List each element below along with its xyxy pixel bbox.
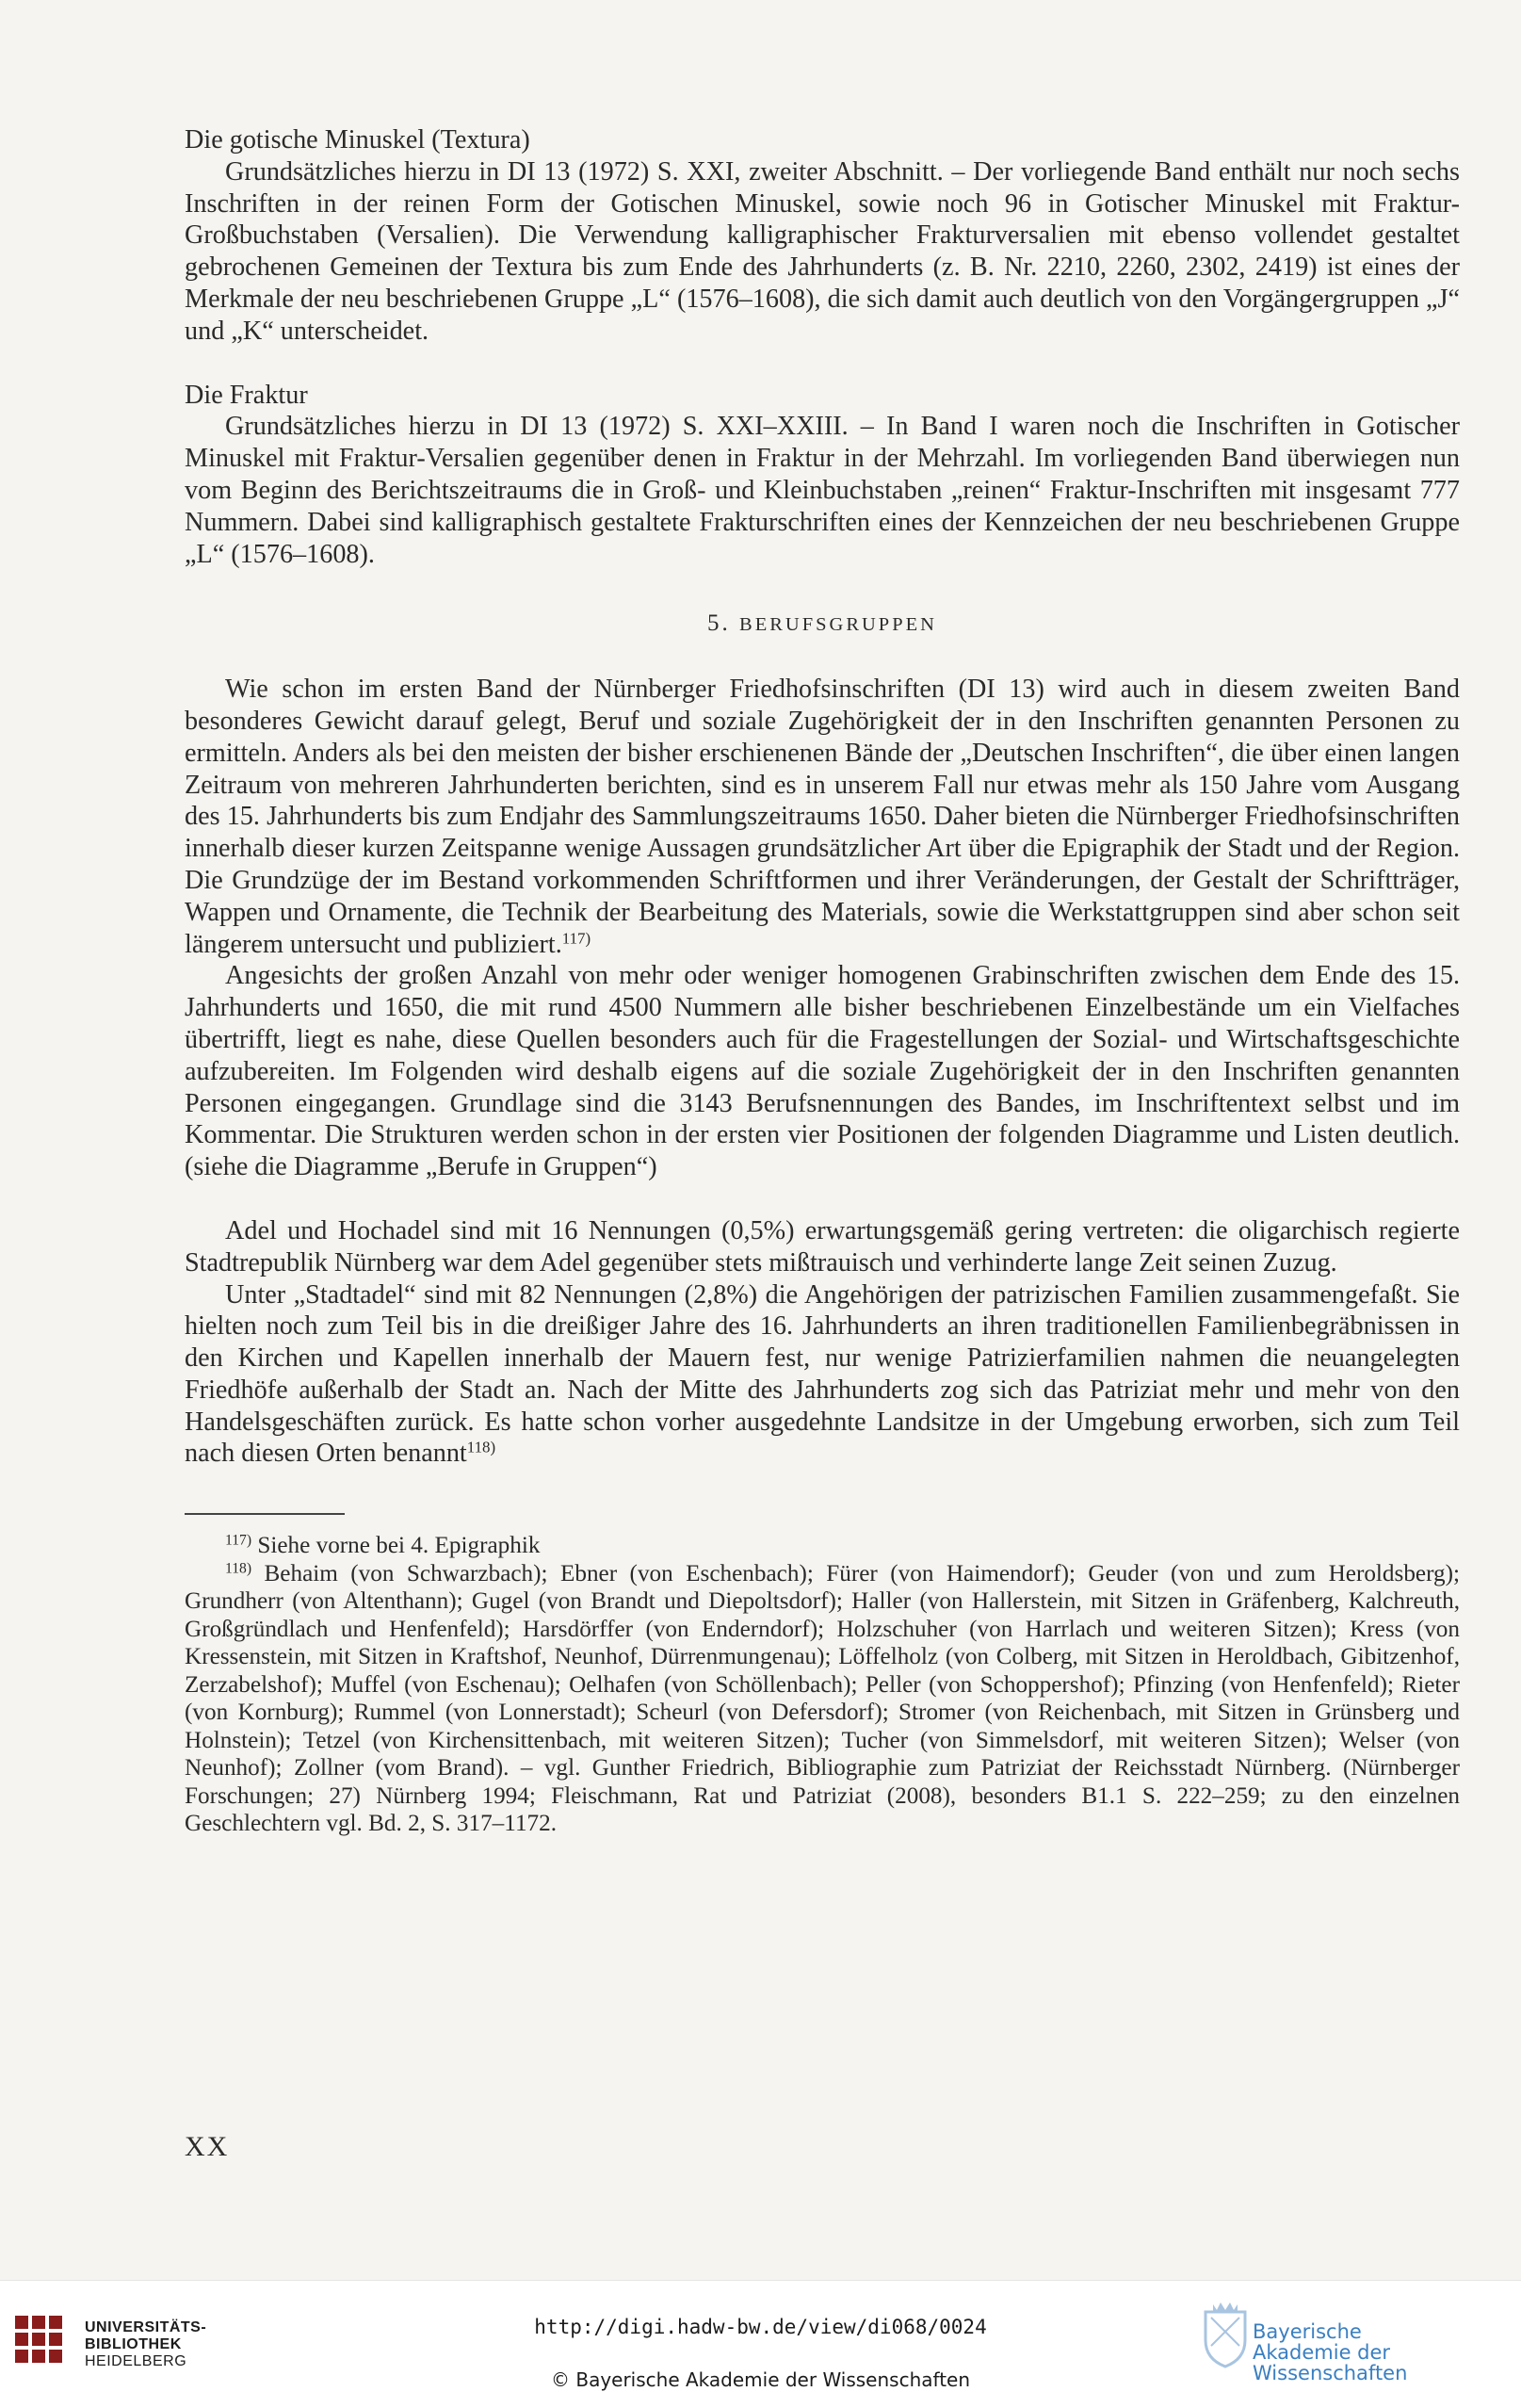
academy-name[interactable]: Bayerische Akademie der Wissenschaften	[1253, 2320, 1408, 2384]
paragraph-berufsgruppen-3: Adel und Hochadel sind mit 16 Nennungen (0,5%) erwartungsgemäß gering vertreten: die oligarchisch regierte Stadtrepublik Nürnberg war dem Adel gegenüber stets mißtrauisch und verhinderte lange Zeit seinen Zuzug.	[185, 1215, 1460, 1277]
footnote-divider	[185, 1513, 345, 1515]
footnote-ref-118[interactable]: 118)	[466, 1439, 496, 1457]
paragraph-berufsgruppen-2: Angesichts der großen Anzahl von mehr oder weniger homogenen Grabinschriften zwischen dem Ende des 15. Jahrhunderts und 1650, die mit rund 4500 Nummern alle bisher beschriebenen Einzelbestände um ein Vielfaches übertrifft, liegt es nahe, diese Quellen besonders auch für die Fragestellungen der Sozial- und Wirtschaftsgeschichte aufzubereiten. Im Folgenden wird deshalb eigens auf die soziale Zugehörigkeit der in den Inschriften genannten Personen eingegangen. Grundlage sind die 3143 Berufsnennungen des Bandes, im Inschriftentext selbst und im Kommentar. Die Strukturen werden schon in der ersten vier Positionen der folgenden Diagramme und Listen deutlich. (siehe die Diagramme „Berufe in Gruppen“)	[185, 961, 1460, 1182]
section-number: 5.	[707, 610, 731, 637]
paragraph-berufsgruppen-1: Wie schon im ersten Band der Nürnberger Friedhofsinschriften (DI 13) wird auch in diesem zweiten Band besonderes Gewicht darauf gelegt, Beruf und soziale Zugehörigkeit der in den Inschriften genannten Personen zu ermitteln. Anders als bei den meisten der bisher erschienenen Bände der „Deutschen Inschriften“, die über einen langen Zeitraum von mehreren Jahrhunderten berichten, sind es in unserem Fall nur etwas mehr als 150 Jahre vom Ausgang des 15. Jahrhunderts bis zum Endjahr des Sammlungszeitraums 1650. Daher bieten die Nürnberger Friedhofsinschriften innerhalb dieser kurzen Zeitspanne wenige Aussagen grundsätzlicher Art über die Epigraphik der Stadt und der Region. Die Grundzüge der im Bestand vorkommenden Schriftformen und ihrer Veränderungen, der Gestalt der Schriftträger, Wappen und Ornamente, die Technik der Bearbeitung des Materials, sowie die Werkstattgruppen sind aber schon seit längerem untersucht und publiziert.$^{117)}$	[185, 675, 1460, 959]
copyright-notice: © Bayerische Akademie der Wissenschaften	[550, 2368, 971, 2391]
paragraph-berufsgruppen-4: Unter „Stadtadel“ sind mit 82 Nennungen (2,8%) die Angehörigen der patrizischen Familien zusammengefaßt. Sie hielten noch zum Teil bis in die dreißiger Jahre des 16. Jahrhunderts an ihren traditionellen Familienbegräbnissen in den Kirchen und Kapellen innerhalb der Mauern fest, nur wenige Patrizierfamilien nahmen die neuangelegten Friedhöfe außerhalb der Stadt an. Nach der Mitte des Jahrhunderts zog sich das Patriziat mehr und mehr von den Handelsgeschäften zurück. Es hatte schon vorher ausgedehnte Landsitze in der Umgebung erworben, sich zum Teil nach diesen Orten benannt$^{118)}$	[185, 1279, 1460, 1469]
page-number: XX	[185, 2131, 230, 2162]
footnote-117: $^{117)}$ Siehe vorne bei 4. Epigraphik	[225, 1532, 541, 1559]
permalink-url[interactable]: http://digi.hadw-bw.de/view/di068/0024	[534, 2316, 987, 2338]
heading-fraktur: Die Fraktur	[185, 380, 308, 410]
paragraph-textura: Grundsätzliches hierzu in DI 13 (1972) S. XXI, zweiter Abschnitt. – Der vorliegende Band enthält nur noch sechs Inschriften in der reinen Form der Gotischen Minuskel, sowie noch 96 in Gotischer Minuskel mit Fraktur-Großbuchstaben (Versalien). Die Verwendung kalligraphischer Frakturversalien mit ebenso vollendet gestaltet gebrochenen Gemeinen der Textura bis zum Ende des Jahrhunderts (z. B. Nr. 2210, 2260, 2302, 2419) ist eines der Merkmale der neu beschriebenen Gruppe „L“ (1576–1608), die sich damit auch deutlich von den Vorgängergruppen „J“ und „K“ unterscheidet.	[185, 156, 1460, 346]
footnote-ref-117[interactable]: 117)	[561, 929, 591, 948]
heading-textura: Die gotische Minuskel (Textura)	[185, 125, 530, 155]
main-text	[185, 124, 1460, 1838]
section-heading	[185, 608, 1460, 642]
footnote-118: $^{118)}$ Behaim (von Schwarzbach); Ebner (von Eschenbach); Fürer (von Haimendorf); Geuder (von und zum Heroldsberg); Grundherr (von Altenthann); Gugel (von Brandt und Diepoltsdorf); Haller (von Hallerstein, mit Sitzen in Gräfenberg, Kalchreuth, Großgründlach und Henfenfeld); Harsdörffer (von Enderndorf); Holzschuher (von Harrlach und weiteren Sitzen); Kress (von Kressenstein, mit Sitzen in Kraftshof, Neunhof, Dürrenmungenau); Löffelholz (von Colberg, mit Sitzen in Heroldbach, Gibitzenhof, Zerzabelshof); Muffel (von Eschenau); Oelhafen (von Schöllenbach); Peller (von Schoppershof); Pfinzing (von Henfenfeld); Rieter (von Kornburg); Rummel (von Lonnerstadt); Scheurl (von Defersdorf); Stromer (von Reichenbach, mit Sitzen in Grünsberg und Holnstein); Tetzel (von Kirchensittenbach, mit weiteren Sitzen); Tucher (von Simmelsdorf, mit weiteren Sitzen); Welser (von Neunhof); Zollner (vom Brand). – vgl. Gunther Friedrich, Bibliographie zum Patriziat der Reichsstadt Nürnberg. (Nürnberger Forschungen; 27) Nürnberg 1994; Fleischmann, Rat und Patriziat (2008), besonders B1.1 S. 222–259; zu den einzelnen Geschlechtern vgl. Bd. 2, S. 317–1172.	[185, 1560, 1461, 1837]
section-title: BERUFSGRUPPEN	[739, 614, 937, 636]
university-library-name[interactable]: UNIVERSITÄTS- BIBLIOTHEK HEIDELBERG	[85, 2319, 207, 2369]
footnotes	[185, 1532, 1460, 1838]
academy-crest-icon[interactable]	[1198, 2299, 1253, 2370]
paragraph-fraktur: Grundsätzliches hierzu in DI 13 (1972) S. XXI–XXIII. – In Band I waren noch die Inschriften in Gotischer Minuskel mit Fraktur-Versalien gegenüber denen in Fraktur in der Mehrzahl. Im vorliegenden Band überwiegen nun vom Beginn des Berichtszeitraums die in Groß- und Kleinbuchstaben „reinen“ Fraktur-Inschriften mit insgesamt 777 Nummern. Dabei sind kalligraphisch gestaltete Frakturschriften eines der Kennzeichen der neu beschriebenen Gruppe „L“ (1576–1608).	[185, 412, 1460, 569]
